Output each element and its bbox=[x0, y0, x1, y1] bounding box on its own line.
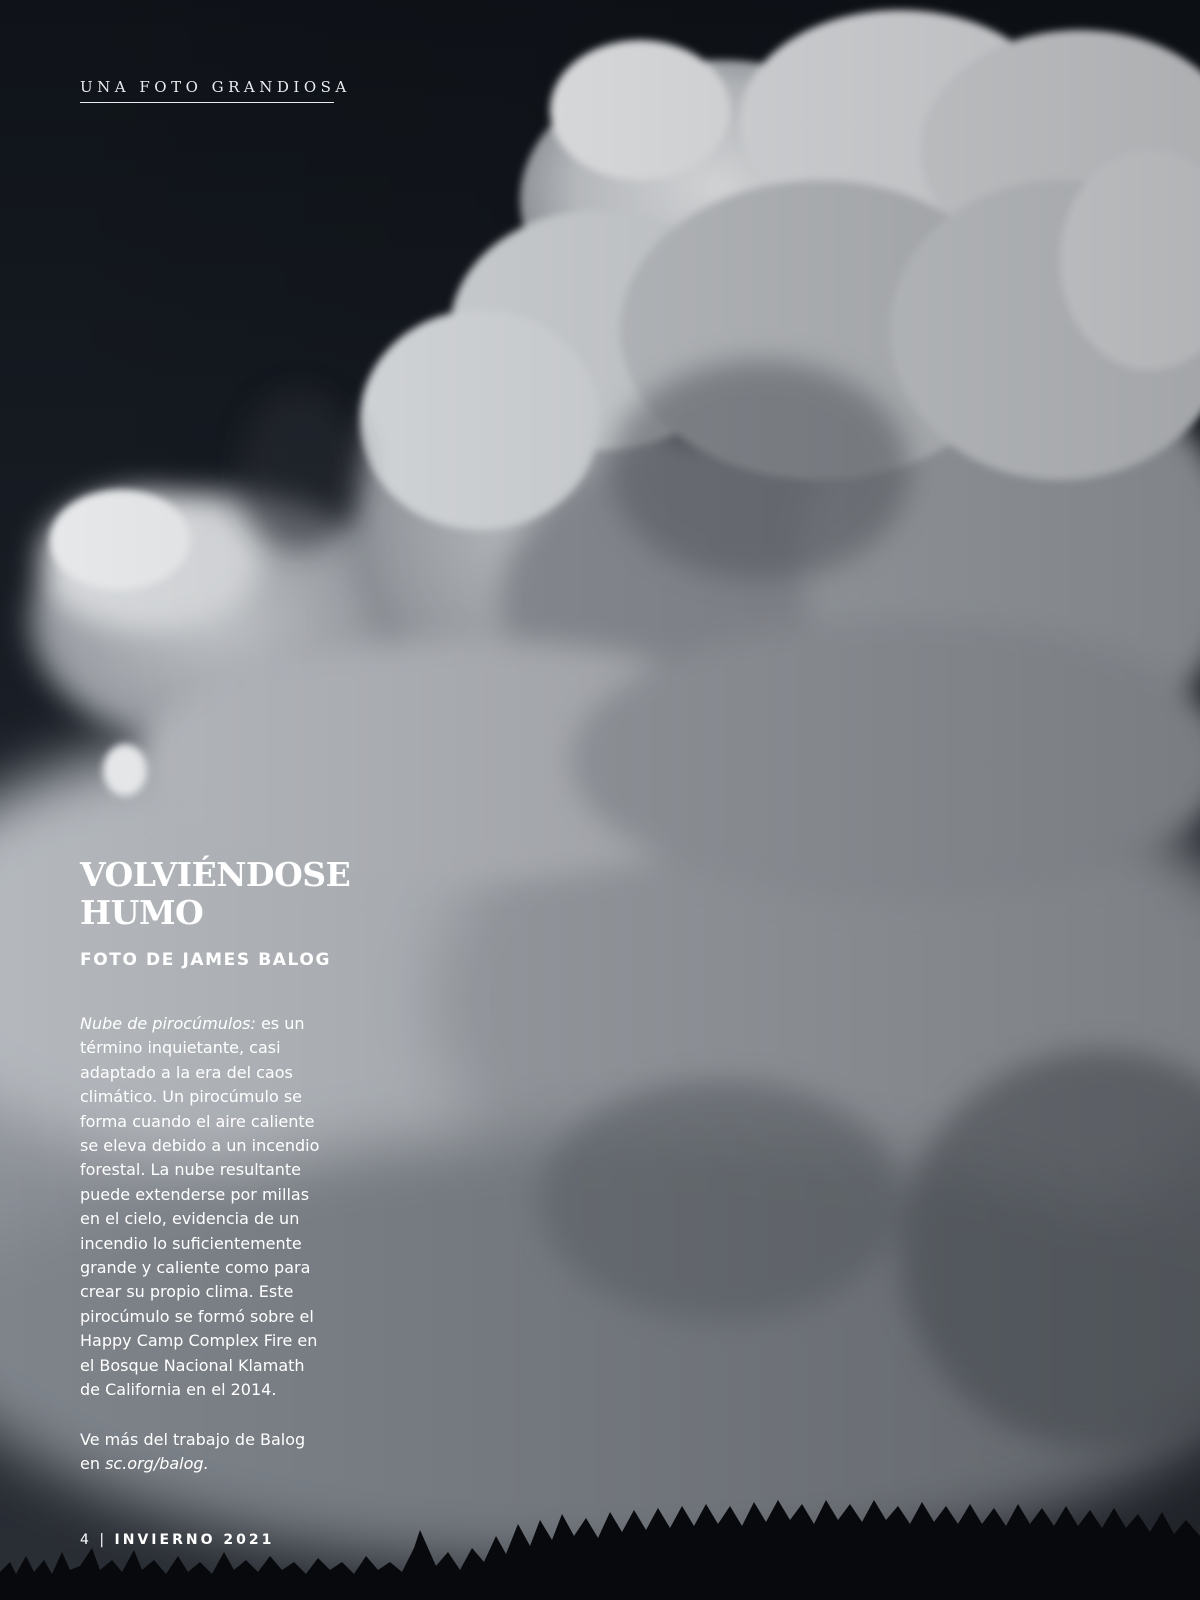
section-kicker: UNA FOTO GRANDIOSA bbox=[80, 78, 334, 103]
folio-separator: | bbox=[99, 1532, 108, 1548]
headline-line-2: HUMO bbox=[80, 893, 204, 932]
photo-credit-byline: FOTO DE JAMES BALOG bbox=[80, 950, 331, 970]
article-body bbox=[80, 1012, 328, 1403]
more-info-note bbox=[80, 1428, 330, 1477]
issue-season: INVIERNO 2021 bbox=[114, 1532, 275, 1548]
article-headline bbox=[80, 856, 380, 932]
headline-line-1: VOLVIÉNDOSE bbox=[80, 855, 351, 894]
more-link[interactable]: sc.org/balog. bbox=[105, 1454, 209, 1474]
page-folio bbox=[80, 1532, 274, 1548]
body-text: es un término inquietante, casi adaptado a la era del caos climático. Un pirocúmulo se forma cuando el aire caliente se eleva debido a un incendio forestal. La nube resultante puede extenderse por millas en el cielo, evidencia de un incendio lo suficientemente grande y caliente como para crear su propio clima. Este pirocúmulo se formó sobre el Happy Camp Complex Fire en el Bosque Nacional Klamath de California en el 2014. bbox=[80, 1014, 320, 1400]
more-text: Ve más del trabajo de Balog en bbox=[80, 1430, 306, 1474]
body-lead-term: Nube de pirocúmulos: bbox=[80, 1014, 256, 1033]
page-number: 4 bbox=[80, 1532, 92, 1548]
